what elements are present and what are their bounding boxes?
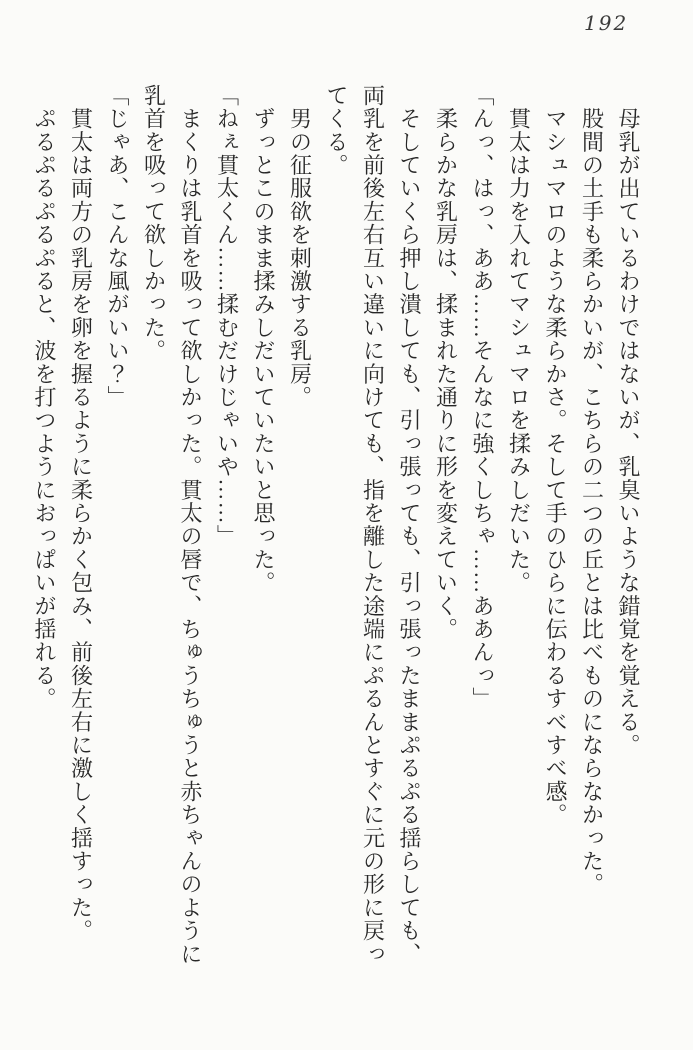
paragraph: 貫太は両方の乳房を卵を握るように柔らかく包み、前後左右に激しく揺すった。 <box>68 84 94 943</box>
paragraph: 貫太は力を入れてマシュマロを揉みしだいた。 <box>506 84 532 595</box>
paragraph: 股間の土手も柔らかいが、こちらの二つの丘とは比べものにならなかった。 <box>579 84 605 896</box>
paragraph-dialogue: 「ねぇ貫太くん……揉むだけじゃいや……」 <box>214 84 240 548</box>
paragraph-dialogue: 「じゃあ、こんな風がいい？」 <box>105 84 130 409</box>
page-number: 192 <box>584 11 629 35</box>
paragraph: まくりは乳首を吸って欲しかった。貫太の唇で、ちゅうちゅうと赤ちゃんのように乳首を吸って欲しかった。 <box>141 84 203 966</box>
paragraph: マシュマロのような柔らかさ。そして手のひらに伝わるすべすべ感。 <box>543 84 568 827</box>
paragraph: ぷるぷるぷるぷると、波を打つようにおっぱいが揺れる。 <box>32 84 57 711</box>
paragraph: 柔らかな乳房は、揉まれた通りに形を変えていく。 <box>433 84 459 641</box>
paragraph: ずっとこのまま揉みしだいていたいと思った。 <box>251 84 276 595</box>
paragraph: そしていくら押し潰しても、引っ張っても、引っ張ったままぷるぷる揺らしても、両乳を前後左右互い違いに向けても、指を離した途端にぷるんとすぐに元の形に戻ってくる。 <box>324 84 422 966</box>
paragraph: 男の征服欲を刺激する乳房。 <box>287 84 313 409</box>
text-block <box>26 84 647 972</box>
paragraph-dialogue: 「んっ、はっ、ああ……そんなに強くしちゃ……ああんっ」 <box>470 84 495 711</box>
paragraph: 母乳が出ているわけではないが、乳臭いような錯覚を覚える。 <box>616 84 641 757</box>
